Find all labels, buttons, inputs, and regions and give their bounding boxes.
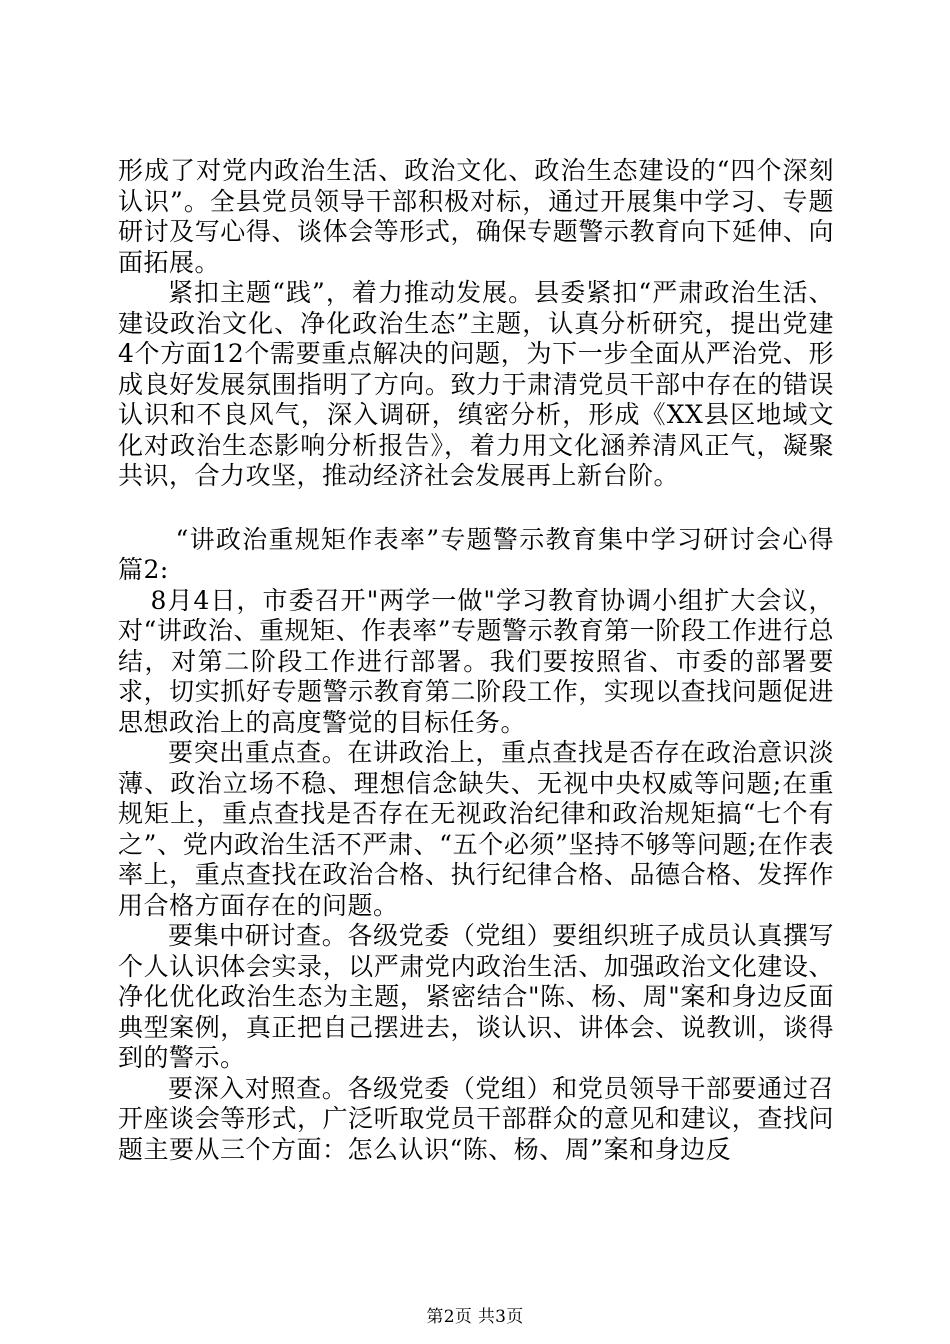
paragraph-practice-theme: 紧扣主题“践”，着力推动发展。县委紧扣“严肃政治生活、建设政治文化、净化政治生态”主题，认真分析研究，提出党建4个方面12个需要重点解决的问题，为下一步全面从严治党、形成良好发展氛围指明了方向。致力于肃清党员干部中存在的错误认识和不良风气，深入调研，缜密分析，形成《XX县区地域文化对政治生态影响分析报告》，着力用文化涵养清风正气，凝聚共识，合力攻坚，推动经济社会发展再上新台阶。	[118, 278, 834, 490]
paragraph-comparison-check: 要深入对照查。各级党委（党组）和党员领导干部要通过召开座谈会等形式，广泛听取党员干部群众的意见和建议，查找问题主要从三个方面：怎么认识“陈、杨、周”案和身边反	[118, 1073, 834, 1164]
document-body	[118, 156, 834, 1165]
paragraph-meeting-summary: 8月4日，市委召开"两学一做"学习教育协调小组扩大会议，对“讲政治、重规矩、作表率”专题警示教育第一阶段工作进行总结，对第二阶段工作进行部署。我们要按照省、市委的部署要求，切实抓好专题警示教育第二阶段工作，实现以查找问题促进思想政治上的高度警觉的目标任务。	[118, 585, 834, 737]
page-number-footer: 第2页 共3页	[426, 1307, 524, 1327]
paragraph-intro-continuation: 形成了对党内政治生活、政治文化、政治生态建设的“四个深刻认识”。全县党员领导干部积极对标，通过开展集中学习、专题研讨及写心得、谈体会等形式，确保专题警示教育向下延伸、向面拓展。	[118, 156, 834, 277]
section-heading: “讲政治重规矩作表率”专题警示教育集中学习研讨会心得篇2:	[118, 524, 834, 584]
paragraph-discussion-check: 要集中研讨查。各级党委（党组）要组织班子成员认真撰写个人认识体会实录，以严肃党内政治生活、加强政治文化建设、净化优化政治生态为主题，紧密结合"陈、杨、周"案和身边反面典型案例，真正把自己摆进去，谈认识、讲体会、说教训，谈得到的警示。	[118, 921, 834, 1072]
paragraph-focus-check: 要突出重点查。在讲政治上，重点查找是否存在政治意识淡薄、政治立场不稳、理想信念缺失、无视中央权威等问题;在重规矩上，重点查找是否存在无视政治纪律和政治规矩搞“七个有之”、党内政治生活不严肃、“五个必须”坚持不够等问题;在作表率上，重点查找在政治合格、执行纪律合格、品德合格、发挥作用合格方面存在的问题。	[118, 738, 834, 920]
